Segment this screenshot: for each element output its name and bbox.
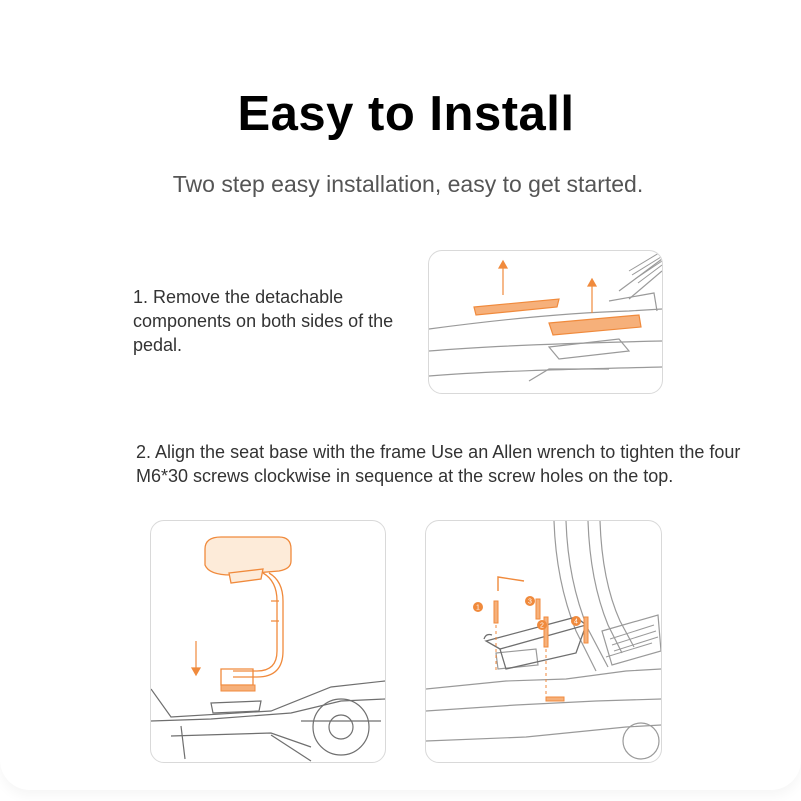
page-subtitle: Two step easy installation, easy to get started. bbox=[172, 171, 644, 197]
callout-1 bbox=[473, 602, 483, 612]
page-title: Easy to Install bbox=[237, 87, 575, 141]
step-1-text: 1. Remove the detachable components on both sides of the pedal. bbox=[133, 287, 394, 355]
callout-2 bbox=[537, 620, 547, 630]
step-2-text: 2. Align the seat base with the frame Use an Allen wrench to tighten the four M6*30 screws clockwise in sequence at the screw holes on the top. bbox=[136, 442, 741, 486]
callout-1-label: 1 bbox=[476, 604, 480, 612]
screw-tightening-illustration bbox=[425, 520, 662, 763]
callout-4 bbox=[571, 616, 581, 626]
callout-2-label: 2 bbox=[540, 622, 544, 630]
allen-wrench-icon bbox=[498, 577, 524, 591]
frame-screw-diagram bbox=[426, 521, 661, 762]
callout-3-label: 3 bbox=[528, 598, 532, 606]
down-arrow-icon bbox=[192, 641, 200, 675]
step-1-illustration bbox=[428, 250, 663, 394]
seat-diagram bbox=[151, 521, 385, 762]
callout-badges bbox=[473, 596, 581, 630]
pedal-diagram bbox=[429, 251, 662, 393]
callout-4-label: 4 bbox=[574, 618, 578, 626]
callout-3 bbox=[525, 596, 535, 606]
seat-install-illustration bbox=[150, 520, 386, 763]
